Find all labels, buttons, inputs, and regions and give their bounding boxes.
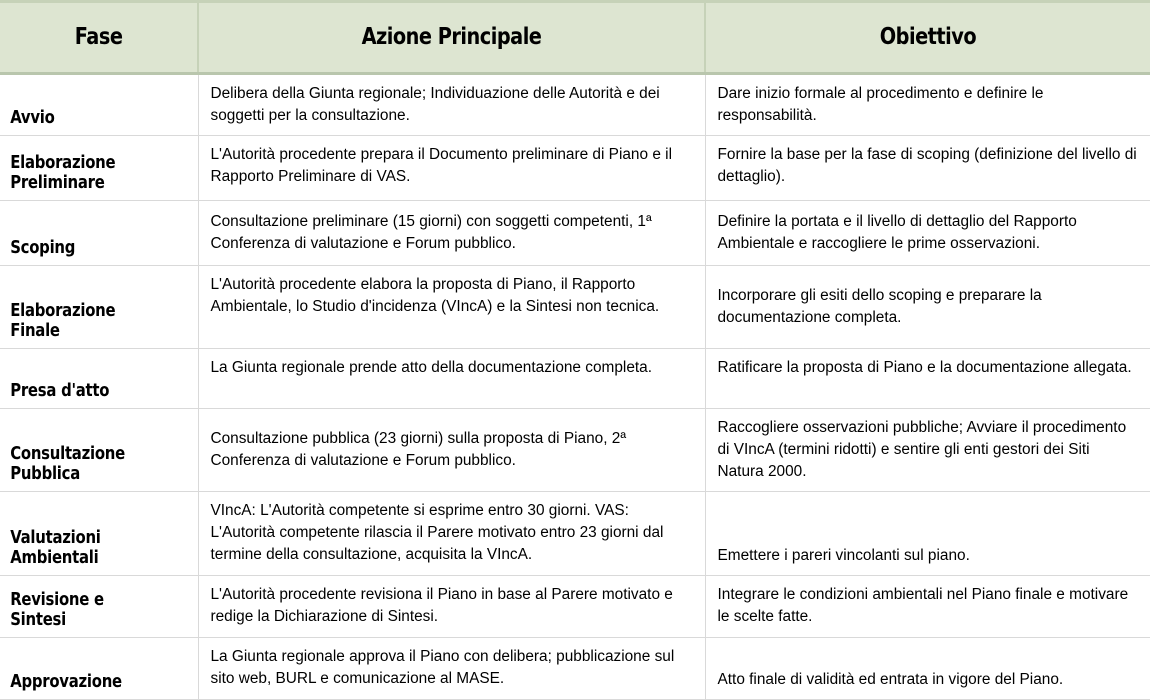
obiettivo-text: Definire la portata e il livello di dettaglio del Rapporto Ambientale e raccogliere le prime osservazioni. (717, 212, 1077, 252)
table-row (0, 348, 1150, 408)
cell-fase (0, 200, 168, 265)
cell-fase (0, 637, 168, 699)
cell-azione (198, 491, 705, 575)
cell-azione (198, 348, 705, 408)
azione-text: Consultazione pubblica (23 giorni) sulla proposta di Piano, 2ª Conferenza di valutazione e Forum pubblico. (210, 429, 627, 469)
cell-azione (198, 637, 705, 699)
azione-text: La Giunta regionale approva il Piano con delibera; pubblicazione sul sito web, BURL e comunicazione al MASE. (210, 647, 675, 687)
azione-text: VIncA: L'Autorità competente si esprime entro 30 giorni. VAS: L'Autorità competente rilascia il Parere motivato entro 23 giorni dal termine della consultazione, acquisita la VIncA. (210, 501, 664, 563)
azione-text: L'Autorità procedente revisiona il Piano in base al Parere motivato e redige la Dichiarazione di Sintesi. (210, 585, 673, 625)
cell-fase (0, 74, 168, 136)
azione-text: La Giunta regionale prende atto della documentazione completa. (210, 358, 652, 376)
cell-obiettivo (705, 408, 1150, 491)
cell-obiettivo (705, 491, 1150, 575)
cell-fase (0, 265, 168, 348)
cell-azione (198, 135, 705, 200)
cell-obiettivo (705, 348, 1150, 408)
obiettivo-text: Incorporare gli esiti dello scoping e preparare la documentazione completa. (717, 286, 1042, 326)
cell-fase (0, 135, 168, 200)
fase-label: Revisione e Sintesi (10, 590, 104, 631)
cell-obiettivo (705, 575, 1150, 637)
azione-text: L'Autorità procedente prepara il Documento preliminare di Piano e il Rapporto Preliminare di VAS. (210, 145, 672, 185)
column-header-fase: Fase (16, 2, 182, 74)
table-header (0, 2, 1150, 74)
obiettivo-text: Dare inizio formale al procedimento e definire le responsabilità. (717, 85, 1044, 124)
fase-label: Presa d'atto (10, 381, 110, 402)
obiettivo-text: Fornire la base per la fase di scoping (definizione del livello di dettaglio). (717, 145, 1137, 185)
cell-obiettivo (705, 637, 1150, 699)
cell-fase (0, 408, 168, 491)
table-row (0, 265, 1150, 348)
obiettivo-text: Atto finale di validità ed entrata in vigore del Piano. (717, 670, 1064, 688)
cell-azione (198, 200, 705, 265)
cell-obiettivo (705, 265, 1150, 348)
cell-fase (0, 491, 168, 575)
cell-azione (198, 408, 705, 491)
column-header-obiettivo: Obiettivo (741, 2, 1115, 74)
fase-label: Elaborazione Finale (10, 301, 116, 342)
azione-text: Consultazione preliminare (15 giorni) con soggetti competenti, 1ª Conferenza di valutazione e Forum pubblico. (210, 212, 652, 252)
cell-azione (198, 74, 705, 136)
fase-label: Scoping (10, 238, 76, 259)
fase-label: Avvio (10, 108, 55, 129)
table-row (0, 637, 1150, 699)
cell-azione (198, 575, 705, 637)
azione-text: L'Autorità procedente elabora la proposta di Piano, il Rapporto Ambientale, lo Studio d'incidenza (VIncA) e la Sintesi non tecnica. (210, 275, 660, 315)
header-row (0, 2, 1150, 74)
cell-obiettivo (705, 135, 1150, 200)
table-row (0, 200, 1150, 265)
table-row (0, 491, 1150, 575)
azione-text: Delibera della Giunta regionale; Individuazione delle Autorità e dei soggetti per la consultazione. (210, 85, 660, 124)
cell-fase (0, 575, 168, 637)
fase-label: Consultazione Pubblica (10, 444, 125, 485)
obiettivo-text: Raccogliere osservazioni pubbliche; Avviare il procedimento di VIncA (termini ridotti) e sentire gli enti gestori dei Siti Natura 2000. (717, 418, 1127, 480)
fase-label: Approvazione (10, 672, 122, 693)
table-row (0, 575, 1150, 637)
cell-obiettivo (705, 200, 1150, 265)
cell-fase (0, 348, 168, 408)
table-row (0, 135, 1150, 200)
table-row (0, 408, 1150, 491)
cell-azione (198, 265, 705, 348)
obiettivo-text: Integrare le condizioni ambientali nel Piano finale e motivare le scelte fatte. (717, 585, 1129, 625)
fase-label: Valutazioni Ambientali (10, 528, 101, 569)
column-header-azione: Azione Principale (239, 2, 665, 74)
fase-label: Elaborazione Preliminare (10, 153, 116, 194)
table-body (0, 74, 1150, 700)
cell-obiettivo (705, 74, 1150, 136)
obiettivo-text: Ratificare la proposta di Piano e la documentazione allegata. (717, 358, 1132, 376)
obiettivo-text: Emettere i pareri vincolanti sul piano. (717, 546, 970, 564)
table-row (0, 74, 1150, 136)
